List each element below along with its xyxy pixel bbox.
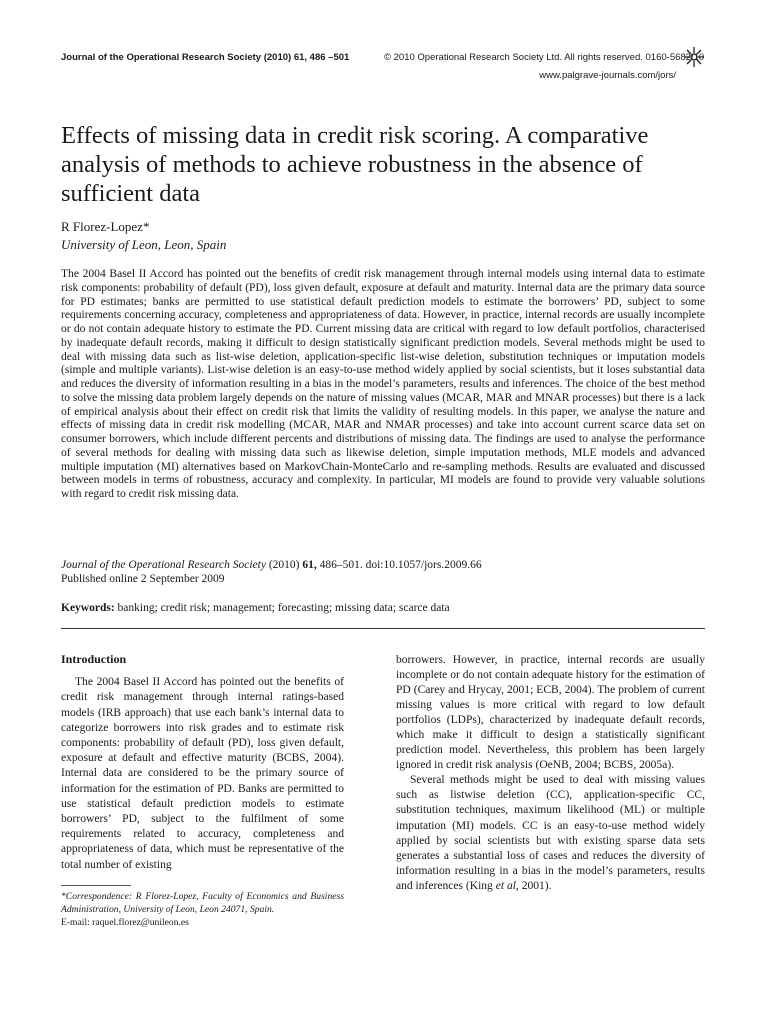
article-title: Effects of missing data in credit risk scoring. A comparative analysis of methods to achieve robustness in the absence of sufficient data xyxy=(61,122,649,207)
citation-journal: Journal of the Operational Research Society xyxy=(61,559,266,571)
left-column xyxy=(61,652,344,873)
section-divider xyxy=(61,628,705,629)
citation-doi: 486–501. doi:10.1057/jors.2009.66 xyxy=(316,559,482,571)
author-affiliation: University of Leon, Leon, Spain xyxy=(61,237,227,252)
etal: et al xyxy=(495,879,516,892)
journal-pages: , 486 –501 xyxy=(304,52,350,63)
keywords-list: banking; credit risk; management; forecasting; missing data; scarce data xyxy=(114,602,450,614)
citation-year: (2010) xyxy=(265,559,303,571)
author-name: R Florez-Lopez* xyxy=(61,219,150,234)
footnote-divider xyxy=(61,885,131,886)
running-header-journal xyxy=(61,52,349,63)
intro-paragraph-1: The 2004 Basel II Accord has pointed out the benefits of credit risk management through internal ratings-based models (IRB approach) that use each bank’s internal data to categorize borrowers into risk grades and to estimate risk components: probability of default (PD), loss given default, exposure at default and effective maturity (BCBS, 2004). Internal data are considered to be the primary source of information for the estimation of PD. Banks are permitted to use statistical default prediction models to estimate borrowers’ PD, subject to the fulfilment of some requirements related to accuracy, completeness and appropriateness of data, which must be representative of the total number of existing xyxy=(61,676,344,871)
citation-volume: 61, xyxy=(302,559,317,571)
journal-url[interactable]: www.palgrave-journals.com/jors/ xyxy=(539,70,676,81)
intro-heading: Introduction xyxy=(61,652,127,666)
right-column xyxy=(396,653,705,894)
intro-paragraph-1-cont: borrowers. However, in practice, internal records are usually incomplete or do not contain adequate history for the estimation of PD (Carey and Hrycay, 2001; ECB, 2004). The problem of current missing values is more critical with regard to low default portfolios (LDPs), characterized by inadequate default records, which make it difficult to design a statistically significant prediction model. Nevertheless, this problem has been largely ignored in credit risk analysis (OeNB, 2004; BCBS, 2005a). xyxy=(396,654,705,772)
correspondence-note: *Correspondence: R Florez-Lopez, Faculty of Economics and Business Administration, University of Leon, Leon 24071, Spain. xyxy=(61,891,344,915)
published-online: Published online 2 September 2009 xyxy=(61,572,225,585)
intro-paragraph-2-text: Several methods might be used to deal with missing values such as listwise deletion (CC), application-specific CC, substitution techniques, maximum likelihood (ML) or multiple imputation (MI) models. CC is an easy-to-use method widely applied by social scientists but with existing sparse data sets generates a substantial loss of cases and reduces the diversity of information resulting in a bias in the model’s parameters, results and inferences (King xyxy=(396,774,705,892)
intro-paragraph-2 xyxy=(396,773,705,893)
keywords-label: Keywords: xyxy=(61,602,115,614)
copyright-notice: © 2010 Operational Research Society Ltd. All rights reserved. 0160-5682/10 xyxy=(384,52,705,63)
correspondence-email[interactable]: E-mail: raquel.florez@unileon.es xyxy=(61,917,189,928)
citation-block xyxy=(61,559,705,586)
journal-name: Journal of the Operational Research Society (2010) xyxy=(61,52,292,63)
abstract: The 2004 Basel II Accord has pointed out the benefits of credit risk management through internal models using internal data to estimate risk components: probability of default (PD), loss given default, exposure at default and maturity. Internal data are the primary data source for PD estimates; banks are permitted to use statistical default prediction models to estimate the borrowers’ PD, subject to some requirements concerning accuracy, completeness and appropriateness of data. However, in practice, internal records are usually incomplete or do not contain adequate history to estimate the PD. Current missing data are critical with regard to low default portfolios, characterised by inadequate default records, making it difficult to design statistically significant prediction models. Several methods might be used to deal with missing data such as list-wise deletion, application-specific list-wise deletion, substitution techniques or imputation models (simple and multiple variants). List-wise deletion is an easy-to-use method widely applied by social scientists, but it loses substantial data and reduces the diversity of information resulting in a bias in the model’s parameters, results and inferences. The choice of the best method to solve the missing data problem largely depends on the nature of missing values (MCAR, MAR and MNAR processes) but there is a lack of empirical analysis about their effect on credit risk that limits the validity of resulting models. In this paper, we analyse the nature and effects of missing data in credit risk modelling (MCAR, MAR and NMAR processes) and take into account current scarce data set on consumer borrowers, which include different percents and distributions of missing data. The findings are used to analyse the performance of several methods for dealing with missing data such as likewise deletion, simple imputation methods, MLE models and advanced multiple imputation (MI) alternatives based on MarkovChain-MonteCarlo and re-sampling methods. Results are evaluated and discussed between models in terms of robustness, accuracy and complexity. In particular, MI models are found to provide very valuable solutions with regard to credit risk missing data. xyxy=(61,268,705,500)
keywords xyxy=(61,602,705,614)
footnote xyxy=(61,890,344,929)
publisher-logo-icon xyxy=(683,46,705,68)
intro-paragraph-2-end: , 2001). xyxy=(515,879,552,892)
citation-line xyxy=(61,559,705,573)
journal-volume: 61 xyxy=(293,52,305,63)
